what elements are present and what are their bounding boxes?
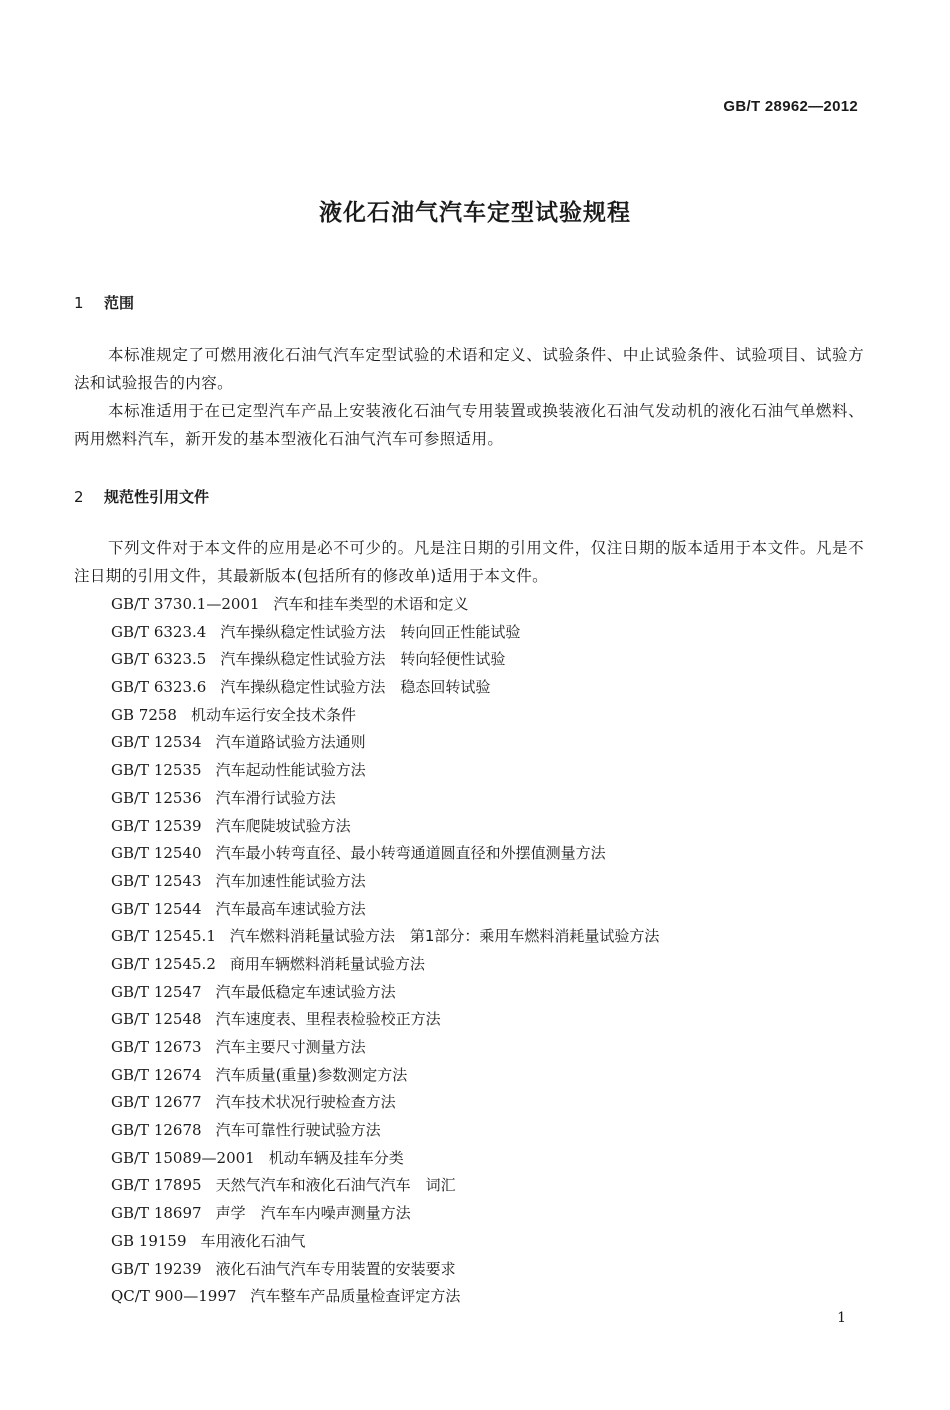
reference-code: GB/T 12548 bbox=[111, 1010, 202, 1029]
reference-title: 汽车最低稳定车速试验方法 bbox=[215, 982, 396, 1001]
reference-title: 液化石油气汽车专用装置的安装要求 bbox=[215, 1259, 456, 1278]
reference-item bbox=[111, 1117, 871, 1145]
reference-title: 汽车燃料消耗量试验方法 第1部分：乘用车燃料消耗量试验方法 bbox=[229, 927, 660, 946]
reference-item bbox=[111, 1200, 871, 1228]
reference-item bbox=[111, 896, 871, 924]
reference-title: 汽车质量(重量)参数测定方法 bbox=[215, 1065, 408, 1084]
reference-item bbox=[111, 702, 871, 730]
reference-item bbox=[111, 646, 871, 674]
reference-code: GB/T 12534 bbox=[111, 733, 202, 752]
reference-code: GB/T 6323.4 bbox=[111, 622, 207, 641]
reference-item bbox=[111, 1062, 871, 1090]
reference-title: 汽车和挂车类型的术语和定义 bbox=[273, 595, 469, 613]
document-title: 液化石油气汽车定型试验规程 bbox=[319, 200, 631, 226]
reference-item bbox=[111, 785, 871, 813]
reference-code: GB/T 17895 bbox=[111, 1176, 202, 1195]
reference-title: 汽车整车产品质量检查评定方法 bbox=[250, 1287, 461, 1306]
reference-title: 机动车辆及挂车分类 bbox=[268, 1148, 404, 1167]
reference-item bbox=[111, 951, 871, 979]
reference-code: GB/T 12540 bbox=[111, 844, 202, 863]
reference-code: GB/T 12535 bbox=[111, 761, 202, 780]
reference-item bbox=[111, 1089, 871, 1117]
reference-item bbox=[111, 840, 871, 868]
section-2-title: 规范性引用文件 bbox=[104, 488, 210, 506]
reference-title: 汽车加速性能试验方法 bbox=[215, 871, 366, 890]
reference-code: GB/T 12536 bbox=[111, 788, 202, 807]
reference-title: 汽车最小转弯直径、最小转弯通道圆直径和外摆值测量方法 bbox=[215, 844, 606, 863]
reference-item bbox=[111, 674, 871, 702]
reference-title: 声学 汽车车内噪声测量方法 bbox=[215, 1204, 411, 1223]
reference-code: GB/T 18697 bbox=[111, 1204, 202, 1223]
reference-code: GB/T 15089—2001 bbox=[111, 1148, 255, 1167]
reference-code: GB/T 12677 bbox=[111, 1093, 202, 1112]
reference-title: 汽车主要尺寸测量方法 bbox=[215, 1038, 366, 1056]
reference-item bbox=[111, 619, 871, 647]
reference-item bbox=[111, 757, 871, 785]
reference-item bbox=[111, 1228, 871, 1256]
reference-code: GB/T 6323.5 bbox=[111, 650, 207, 669]
reference-code: GB/T 12547 bbox=[111, 982, 202, 1001]
reference-title: 汽车操纵稳定性试验方法 稳态回转试验 bbox=[220, 678, 491, 697]
reference-item bbox=[111, 729, 871, 757]
section-1-paragraph-2: 本标准适用于在已定型汽车产品上安装液化石油气专用装置或换装液化石油气发动机的液化石油气单燃料、两用燃料汽车，新开发的基本型液化石油气汽车可参照适用。 bbox=[74, 402, 864, 448]
section-1-number: 1 bbox=[74, 294, 84, 312]
reference-title: 汽车操纵稳定性试验方法 转向轻便性试验 bbox=[220, 650, 506, 669]
reference-title: 汽车起动性能试验方法 bbox=[215, 761, 366, 780]
standard-number: GB/T 28962—2012 bbox=[723, 98, 858, 115]
reference-list bbox=[111, 591, 871, 1311]
reference-item bbox=[111, 813, 871, 841]
reference-code: GB/T 12545.1 bbox=[111, 927, 216, 946]
reference-item bbox=[111, 1256, 871, 1284]
page-number: 1 bbox=[837, 1310, 846, 1326]
reference-code: GB/T 12674 bbox=[111, 1065, 202, 1084]
reference-title: 汽车速度表、里程表检验校正方法 bbox=[215, 1010, 441, 1029]
reference-code: GB/T 12539 bbox=[111, 816, 202, 835]
section-2-intro: 下列文件对于本文件的应用是必不可少的。凡是注日期的引用文件，仅注日期的版本适用于本文件。凡是不注日期的引用文件，其最新版本(包括所有的修改单)适用于本文件。 bbox=[74, 539, 864, 585]
reference-code: GB/T 19239 bbox=[111, 1259, 202, 1278]
reference-title: 商用车辆燃料消耗量试验方法 bbox=[229, 954, 425, 973]
reference-title: 汽车技术状况行驶检查方法 bbox=[215, 1093, 396, 1112]
reference-item bbox=[111, 591, 871, 619]
reference-code: GB/T 6323.6 bbox=[111, 678, 207, 697]
reference-title: 汽车最高车速试验方法 bbox=[215, 899, 366, 918]
reference-title: 机动车运行安全技术条件 bbox=[190, 705, 356, 724]
section-1-title: 范围 bbox=[104, 294, 135, 312]
reference-title: 汽车操纵稳定性试验方法 转向回正性能试验 bbox=[220, 622, 521, 641]
reference-item bbox=[111, 923, 871, 951]
reference-title: 汽车道路试验方法通则 bbox=[215, 733, 366, 752]
reference-title: 天然气汽车和液化石油气汽车 词汇 bbox=[215, 1176, 456, 1195]
section-2-number: 2 bbox=[74, 488, 84, 506]
section-2-heading bbox=[74, 486, 209, 507]
section-1-heading bbox=[74, 292, 134, 313]
reference-title: 汽车滑行试验方法 bbox=[215, 788, 336, 807]
section-1-paragraph-1: 本标准规定了可燃用液化石油气汽车定型试验的术语和定义、试验条件、中止试验条件、试验项目、试验方法和试验报告的内容。 bbox=[74, 346, 864, 392]
reference-item bbox=[111, 1034, 871, 1062]
reference-code: GB 7258 bbox=[111, 705, 177, 724]
reference-code: GB/T 12678 bbox=[111, 1121, 202, 1140]
reference-item bbox=[111, 1283, 871, 1311]
reference-item bbox=[111, 868, 871, 896]
reference-code: GB/T 12543 bbox=[111, 871, 202, 890]
reference-code: GB 19159 bbox=[111, 1231, 187, 1250]
reference-item bbox=[111, 1145, 871, 1173]
reference-code: GB/T 12544 bbox=[111, 899, 202, 918]
reference-title: 汽车爬陡坡试验方法 bbox=[215, 816, 351, 835]
reference-item bbox=[111, 1172, 871, 1200]
reference-title: 汽车可靠性行驶试验方法 bbox=[215, 1121, 381, 1140]
reference-code: GB/T 3730.1—2001 bbox=[111, 595, 260, 613]
reference-item bbox=[111, 979, 871, 1007]
reference-code: QC/T 900—1997 bbox=[111, 1287, 237, 1306]
reference-item bbox=[111, 1006, 871, 1034]
reference-code: GB/T 12673 bbox=[111, 1038, 202, 1056]
reference-code: GB/T 12545.2 bbox=[111, 954, 216, 973]
reference-title: 车用液化石油气 bbox=[200, 1231, 306, 1250]
